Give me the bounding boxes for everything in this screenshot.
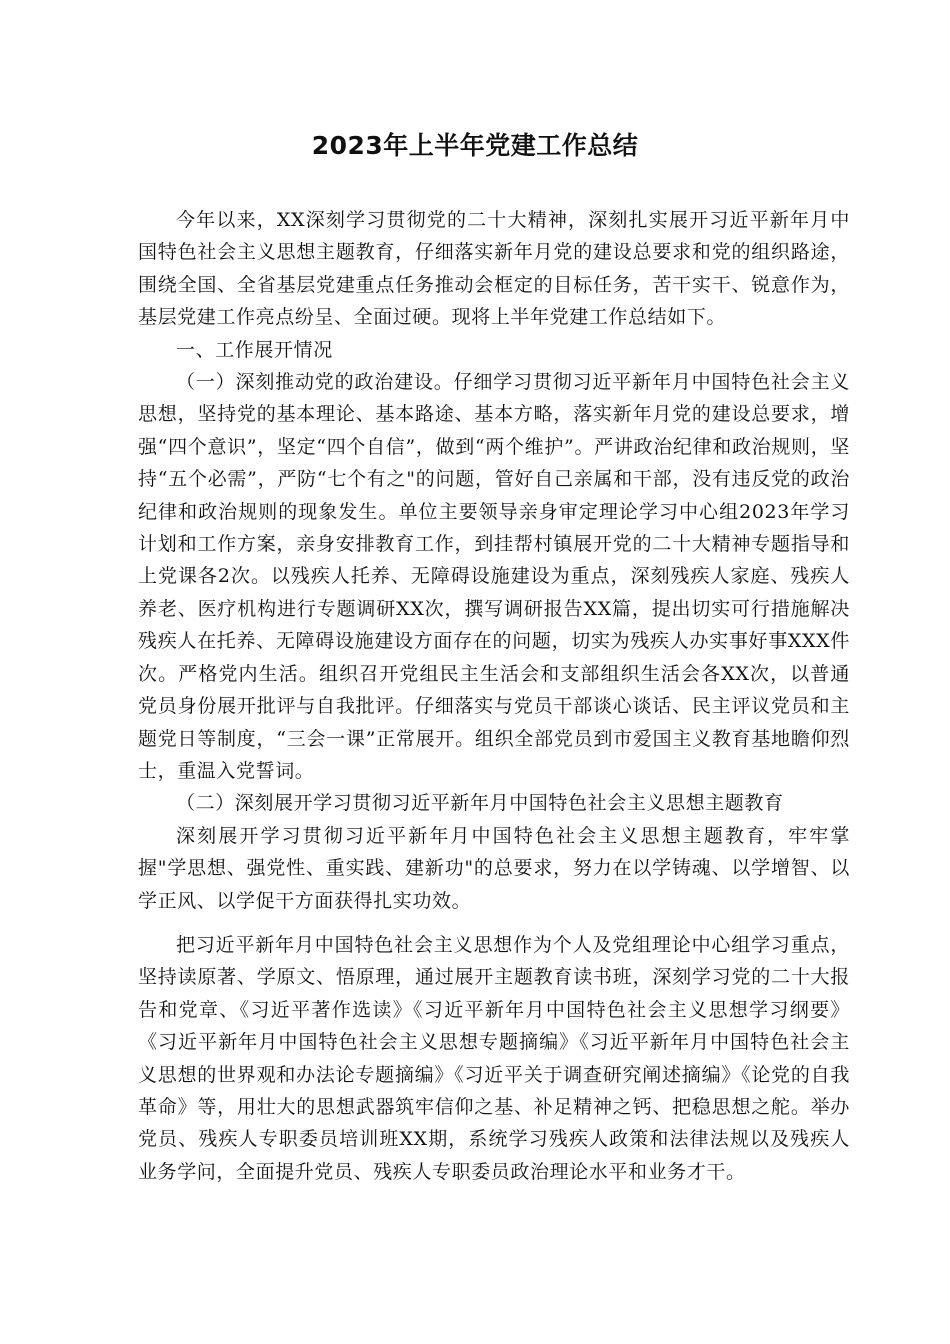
paragraph-political-construction: （一）深刻推动党的政治建设。仔细学习贯彻习近平新年月中国特色社会主义思想，坚持党的基本理论、基本路途、基本方略，落实新年月党的建设总要求，增强“四个意识”，坚定“四个自信”，做到“两个维护”。严讲政治纪律和政治规则，坚持“五个必需”，严防“七个有之"的问题，管好自己亲属和干部，没有违反党的政治纪律和政治规则的现象发生。单位主要领导亲身审定理论学习中心组2023年学习计划和工作方案，亲身安排教育工作，到挂帮村镇展开党的二十大精神专题指导和上党课各2次。以残疾人托养、无障碍设施建设为重点，深刻残疾人家庭、残疾人养老、医疗机构进行专题调研XX次，撰写调研报告XX篇，提出切实可行措施解决残疾人在托养、无障碍设施建设方面存在的问题，切实为残疾人办实事好事XXX件次。严格党内生活。组织召开党组民主生活会和支部组织生活会各XX次，以普通党员身份展开批评与自我批评。仔细落实与党员干部谈心谈话、民主评议党员和主题党日等制度，“三会一课”正常展开。组织全部党员到市爱国主义教育基地瞻仰烈士，重温入党誓词。 <box>138 371 850 782</box>
document-body <box>138 204 850 1188</box>
paragraph-theory-study: 把习近平新年月中国特色社会主义思想作为个人及党组理论中心组学习重点，坚持读原著、学原文、悟原理，通过展开主题教育读书班，深刻学习党的二十大报告和党章、《习近平著作选读》《习近平新年月中国特色社会主义思想学习纲要》《习近平新年月中国特色社会主义思想专题摘编》《习近平新年月中国特色社会主义思想的世界观和办法论专题摘编》《习近平关于调查研究阐述摘编》《论党的自我革命》等，用壮大的思想武器筑牢信仰之基、补足精神之钙、把稳思想之舵。举办党员、残疾人专职委员培训班XX期，系统学习残疾人政策和法律法规以及残疾人业务学问，全面提升党员、残疾人专职委员政治理论水平和业务才干。 <box>138 933 850 1183</box>
paragraph-theme-education-summary: 深刻展开学习贯彻习近平新年月中国特色社会主义思想主题教育，牢牢掌握"学思想、强党性、重实践、建新功"的总要求，努力在以学铸魂、以学增智、以学正风、以学促干方面获得扎实功效。 <box>138 824 850 912</box>
subsection-heading-theme-education: （二）深刻展开学习贯彻习近平新年月中国特色社会主义思想主题教育 <box>176 792 784 815</box>
document-title: 2023年上半年党建工作总结 <box>311 131 639 160</box>
intro-paragraph: 今年以来，XX深刻学习贯彻党的二十大精神，深刻扎实展开习近平新年月中国特色社会主义思想主题教育，仔细落实新年月党的建设总要求和党的组织路途，围绕全国、全省基层党建重点任务推动会框定的目标任务，苦干实干、锐意作为，基层党建工作亮点纷呈、全面过硬。现将上半年党建工作总结如下。 <box>138 209 850 329</box>
section-heading-work-status: 一、工作展开情况 <box>176 338 333 361</box>
